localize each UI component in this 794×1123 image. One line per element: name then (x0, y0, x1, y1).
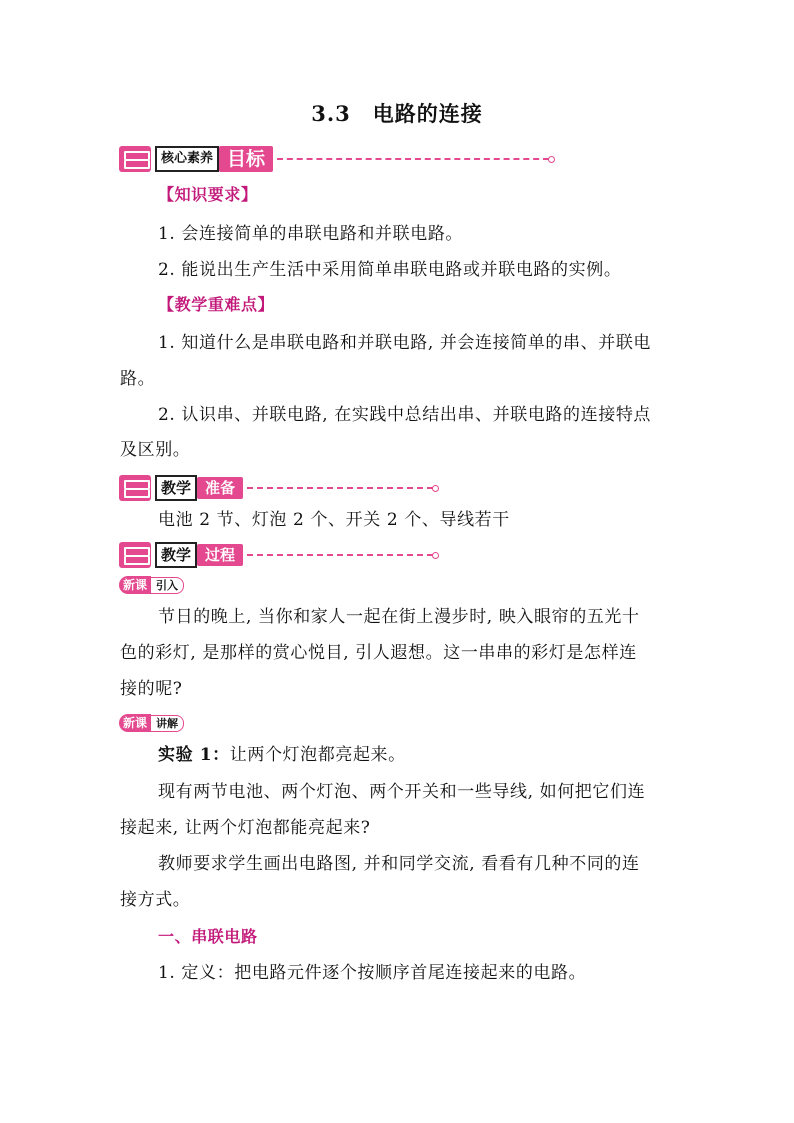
knowledge-item-2: 2. 能说出生产生活中采用简单串联电路或并联电路的实例。 (158, 260, 622, 280)
book-icon (119, 542, 151, 568)
series-circuit-definition: 1. 定义：把电路元件逐个按顺序首尾连接起来的电路。 (158, 963, 587, 983)
goals-prefix: 核心素养 (155, 146, 219, 172)
prep-label: 准备 (197, 477, 243, 499)
process-label: 过程 (197, 544, 243, 566)
keypoints-heading: 【教学重难点】 (158, 295, 275, 314)
experiment-text: 让两个灯泡都亮起来。 (229, 745, 406, 765)
lecture-tag-new: 新课 (119, 714, 151, 732)
series-circuit-heading: 一、串联电路 (158, 927, 258, 946)
knowledge-item-1: 1. 会连接简单的串联电路和并联电路。 (158, 224, 464, 244)
dashed-divider (247, 554, 433, 556)
keypoint-1-line-1: 1. 知道什么是串联电路和并联电路, 并会连接简单的串、并联电 (158, 333, 652, 353)
intro-line-3: 接的呢? (120, 679, 183, 699)
lecture-tag-label: 讲解 (151, 715, 184, 732)
keypoint-2-line-1: 2. 认识串、并联电路, 在实践中总结出串、并联电路的连接特点 (158, 405, 652, 425)
experiment-label: 实验 1： (158, 745, 230, 765)
process-banner (119, 540, 433, 570)
experiment-line (158, 744, 406, 766)
intro-tag-label: 引入 (151, 577, 184, 594)
dashed-divider (247, 487, 433, 489)
lecture-tag (119, 713, 184, 733)
process-prefix: 教学 (155, 542, 197, 568)
intro-tag (119, 575, 184, 595)
prep-prefix: 教学 (155, 475, 197, 501)
lecture-p1-line-1: 现有两节电池、两个灯泡、两个开关和一些导线, 如何把它们连 (158, 782, 646, 802)
dashed-divider (277, 158, 549, 160)
goals-label: 目标 (219, 146, 273, 172)
book-icon (119, 475, 151, 501)
book-icon (119, 146, 151, 172)
prep-banner (119, 473, 433, 503)
keypoint-1-line-2: 路。 (120, 369, 156, 389)
prep-text: 电池 2 节、灯泡 2 个、开关 2 个、导线若干 (158, 510, 510, 530)
lecture-p1-line-2: 接起来, 让两个灯泡都能亮起来? (120, 818, 371, 838)
intro-line-2: 色的彩灯, 是那样的赏心悦目, 引人遐想。这一串串的彩灯是怎样连 (120, 643, 637, 663)
lecture-p2-line-1: 教师要求学生画出电路图, 并和同学交流, 看看有几种不同的连 (158, 854, 640, 874)
page-title: 3.3 电路的连接 (311, 101, 483, 126)
lecture-p2-line-2: 接方式。 (120, 890, 191, 910)
knowledge-heading: 【知识要求】 (158, 185, 258, 204)
keypoint-2-line-2: 及区别。 (120, 440, 191, 460)
intro-tag-new: 新课 (119, 576, 151, 594)
goals-banner (119, 144, 549, 174)
intro-line-1: 节日的晚上, 当你和家人一起在街上漫步时, 映入眼帘的五光十 (158, 607, 640, 627)
